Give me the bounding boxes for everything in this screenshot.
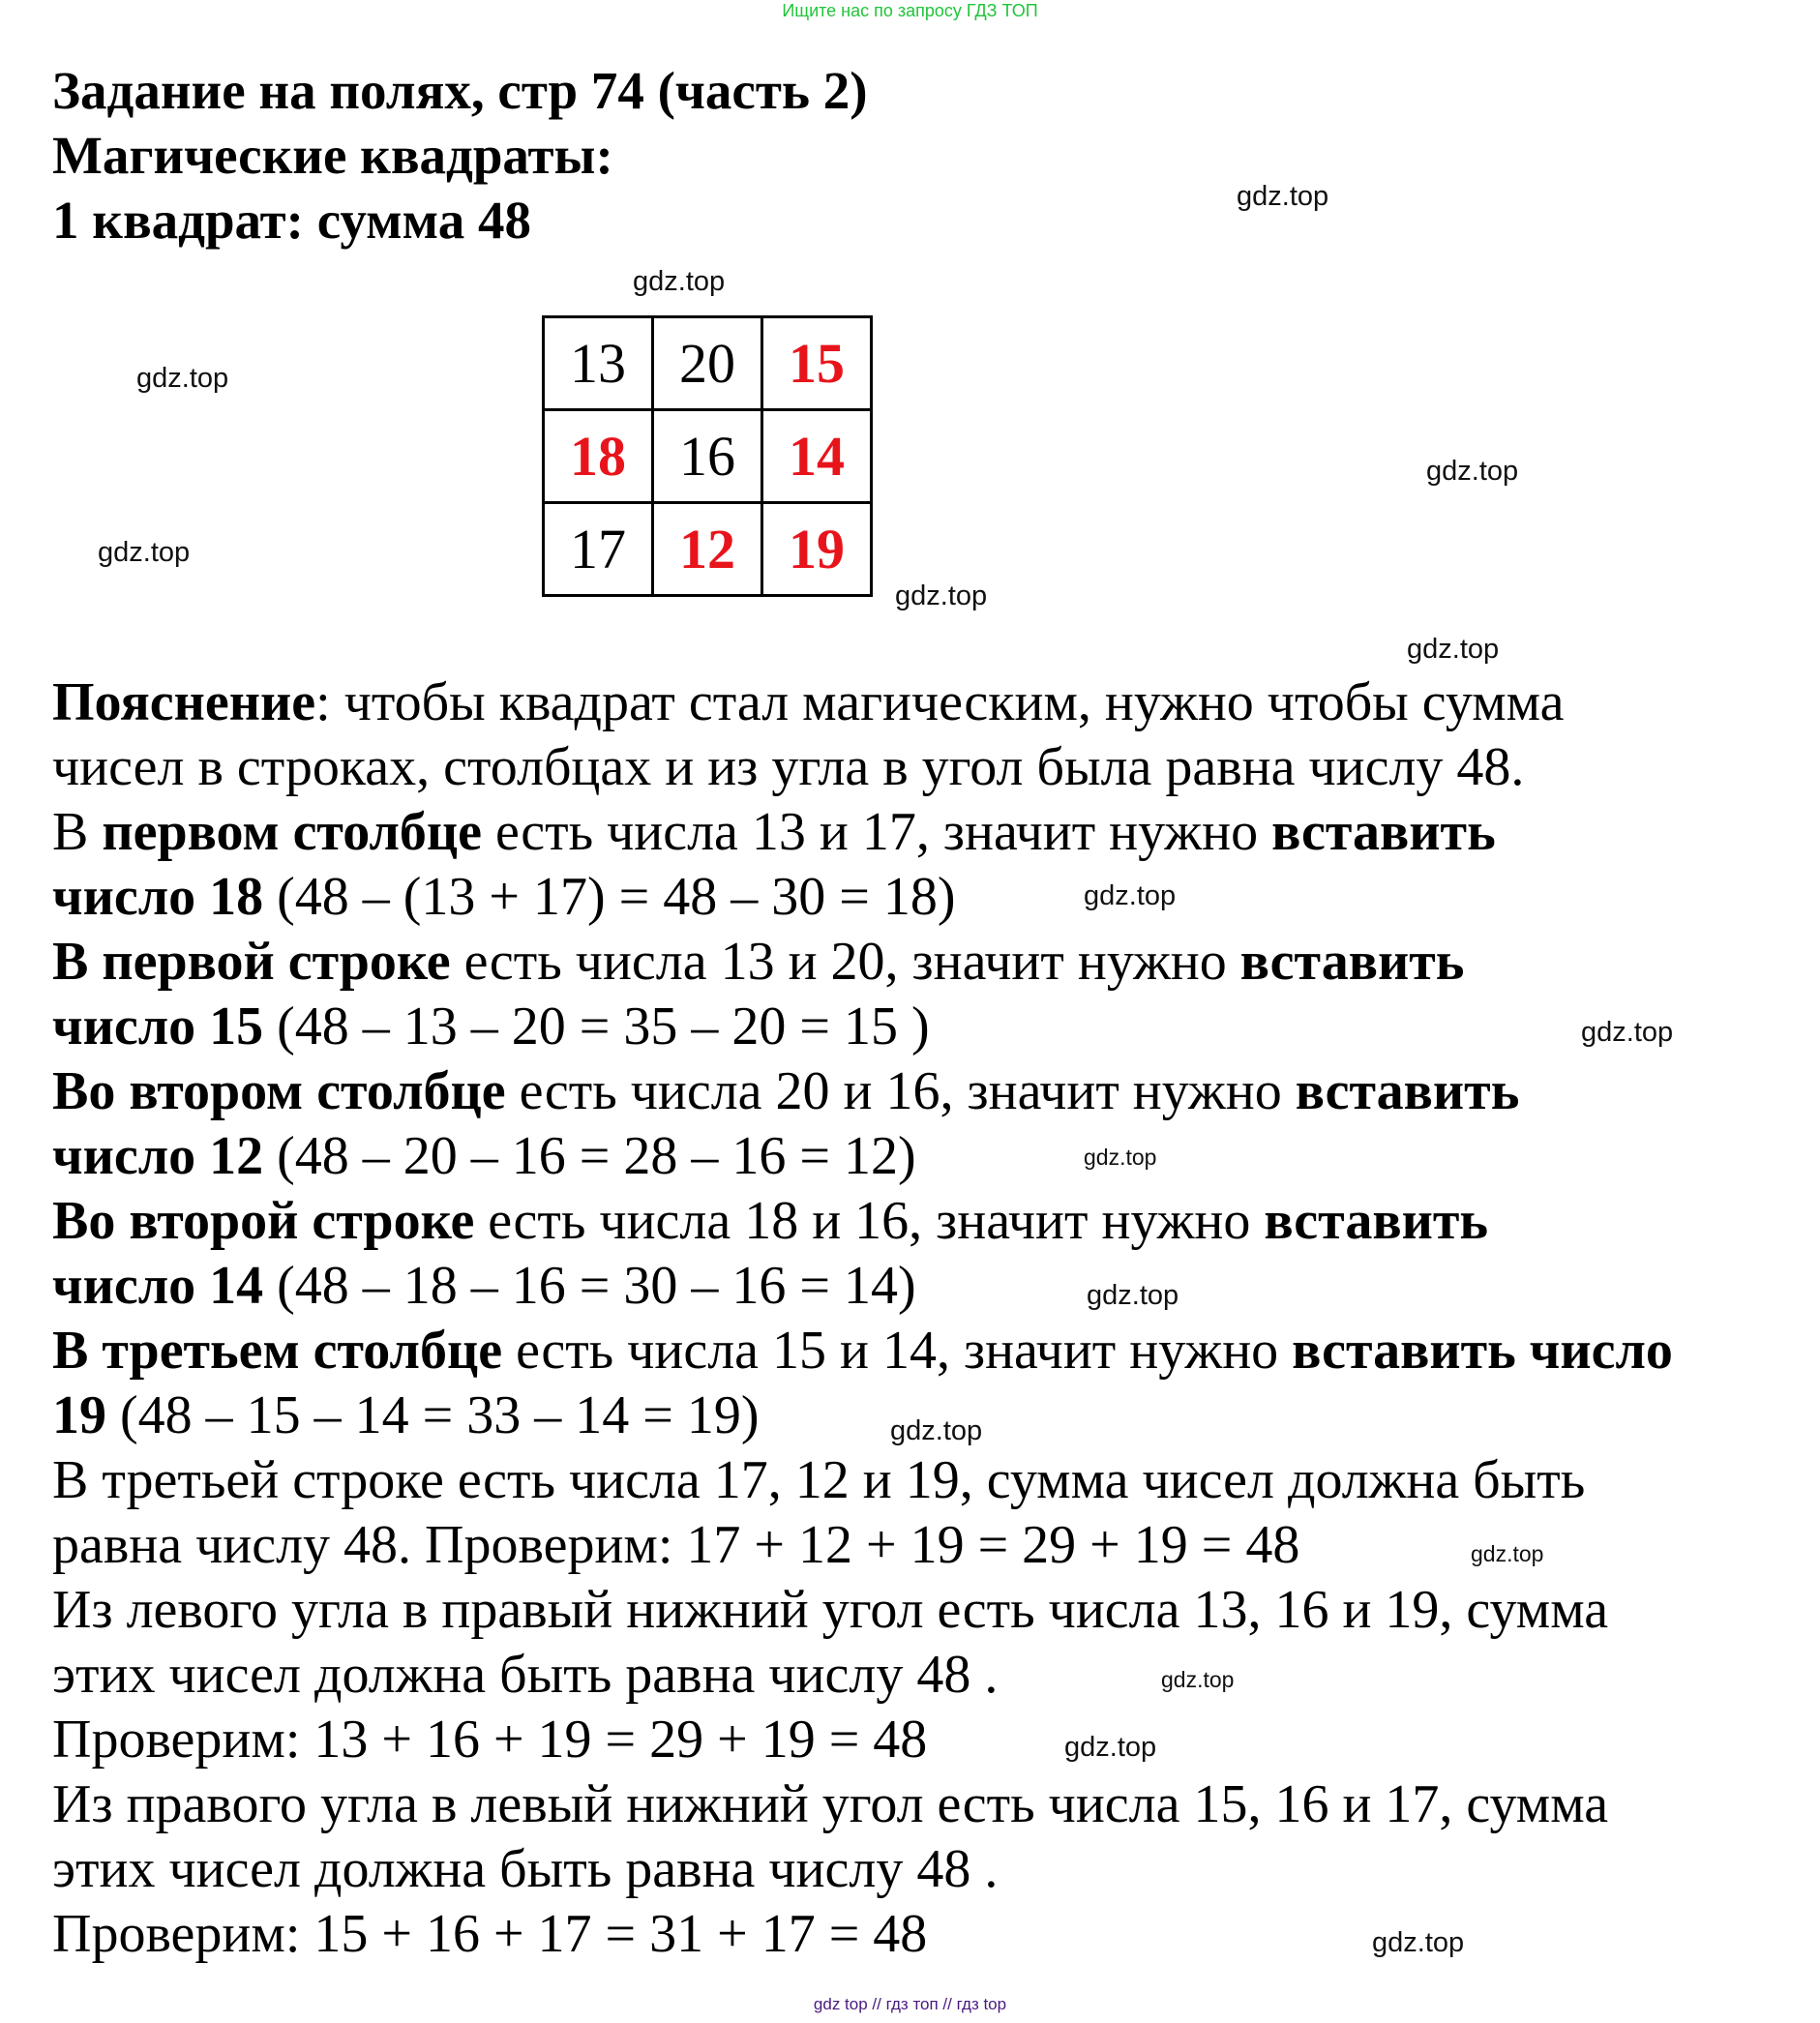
bold-text: число 18 — [52, 867, 264, 927]
title-line: Задание на полях, стр 74 (часть 2) — [52, 61, 868, 120]
text: : чтобы квадрат стал магическим, нужно чтобы сумма — [315, 672, 1565, 732]
magic-square — [542, 315, 873, 597]
grid-cell: 18 — [544, 410, 653, 503]
grid-cell: 20 — [653, 317, 762, 410]
text: есть числа 13 и 17, значит нужно — [482, 802, 1272, 862]
watermark-text: gdz.top — [1087, 1280, 1179, 1311]
footer-watermark: gdz top // гдз топ // гдз top — [813, 1995, 1007, 2013]
bold-text: первом столбце — [102, 802, 482, 862]
text: (48 – (13 + 17) = 48 – 30 = 18) — [263, 867, 956, 927]
text-line — [52, 1578, 1608, 1643]
text-line — [52, 1772, 1608, 1837]
text: (48 – 13 – 20 = 35 – 20 = 15 ) — [263, 997, 930, 1056]
text-line — [52, 1448, 1585, 1513]
text-line — [52, 735, 1524, 800]
title-line: Магические квадраты: — [52, 126, 613, 185]
bold-text: Во второй строке — [52, 1191, 475, 1251]
text-line — [52, 1254, 916, 1319]
text: Из правого угла в левый нижний угол есть числа 15, 16 и 17, сумма — [52, 1774, 1609, 1834]
text-line — [52, 1189, 1488, 1254]
text-line — [52, 1059, 1519, 1124]
text-line — [52, 1513, 1299, 1578]
watermark-text: gdz.top — [1084, 880, 1177, 911]
title-line: 1 квадрат: сумма 48 — [52, 191, 531, 250]
watermark-text: gdz.top — [1064, 1732, 1157, 1763]
bold-text: число 14 — [52, 1256, 264, 1316]
text: (48 – 20 – 16 = 28 – 16 = 12) — [263, 1126, 916, 1186]
watermark-text: gdz.top — [98, 537, 191, 568]
text: Проверим: 15 + 16 + 17 = 31 + 17 = 48 — [52, 1904, 928, 1964]
text-line — [52, 1902, 927, 1967]
watermark-text: gdz.top — [890, 1415, 983, 1446]
grid-cell: 13 — [544, 317, 653, 410]
text: этих чисел должна быть равна числу 48 . — [52, 1839, 999, 1899]
grid-cell: 12 — [653, 503, 762, 596]
text: есть числа 13 и 20, значит нужно — [450, 932, 1240, 992]
bold-text: вставить — [1295, 1061, 1520, 1121]
text: (48 – 15 – 14 = 33 – 14 = 19) — [106, 1385, 760, 1445]
bold-text: вставить — [1271, 802, 1496, 862]
text-line — [52, 865, 955, 930]
grid-cell: 14 — [762, 410, 872, 503]
watermark-text: gdz.top — [1372, 1927, 1465, 1958]
grid-row — [544, 410, 872, 503]
bold-text: 19 — [52, 1385, 106, 1445]
text-line — [52, 1837, 998, 1902]
text: равна числу 48. Проверим: 17 + 12 + 19 = 29 + 19 = 48 — [52, 1515, 1300, 1575]
grid-row — [544, 317, 872, 410]
text: чисел в строках, столбцах и из угла в угол была равна числу 48. — [52, 737, 1525, 797]
text-line — [52, 1708, 927, 1772]
bold-text: вставить — [1239, 932, 1465, 992]
bold-text: Пояснение — [52, 672, 316, 732]
bold-text: вставить число — [1292, 1321, 1673, 1381]
watermark-text: gdz.top — [1237, 181, 1329, 212]
text: В третьей строке есть числа 17, 12 и 19, сумма чисел должна быть — [52, 1450, 1586, 1510]
text-line — [52, 800, 1496, 865]
watermark-text: gdz.top — [1581, 1017, 1674, 1048]
text-line — [52, 995, 930, 1059]
watermark-text: gdz.top — [1471, 1541, 1544, 1566]
search-hint-banner: Ищите нас по запросу ГДЗ ТОП — [782, 1, 1038, 20]
watermark-text: gdz.top — [1084, 1145, 1157, 1170]
watermark-text: gdz.top — [1426, 456, 1519, 487]
text: есть числа 18 и 16, значит нужно — [474, 1191, 1265, 1251]
text: Проверим: 13 + 16 + 19 = 29 + 19 = 48 — [52, 1710, 928, 1770]
text-line — [52, 670, 1565, 735]
watermark-text: gdz.top — [136, 363, 229, 394]
bold-text: вставить — [1264, 1191, 1488, 1251]
bold-text: число 12 — [52, 1126, 264, 1186]
text-line — [52, 930, 1464, 995]
grid-cell: 19 — [762, 503, 872, 596]
grid-cell: 17 — [544, 503, 653, 596]
bold-text: Во втором столбце — [52, 1061, 506, 1121]
grid-cell: 15 — [762, 317, 872, 410]
text-line — [52, 1319, 1673, 1383]
bold-text: В третьем столбце — [52, 1321, 503, 1381]
text-line — [52, 1643, 998, 1708]
watermark-text: gdz.top — [1407, 634, 1500, 665]
text: есть числа 20 и 16, значит нужно — [505, 1061, 1296, 1121]
watermark-text: gdz.top — [1161, 1667, 1235, 1692]
bold-text: В первой строке — [52, 932, 451, 992]
text: есть числа 15 и 14, значит нужно — [502, 1321, 1293, 1381]
text: В — [52, 802, 103, 862]
text-line — [52, 1124, 916, 1189]
grid-cell: 16 — [653, 410, 762, 503]
text-line — [52, 1383, 759, 1448]
text: этих чисел должна быть равна числу 48 . — [52, 1645, 999, 1705]
bold-text: число 15 — [52, 997, 264, 1056]
watermark-text: gdz.top — [895, 580, 988, 611]
watermark-text: gdz.top — [633, 266, 726, 297]
text: Из левого угла в правый нижний угол есть числа 13, 16 и 19, сумма — [52, 1580, 1609, 1640]
text: (48 – 18 – 16 = 30 – 16 = 14) — [263, 1256, 916, 1316]
grid-row — [544, 503, 872, 596]
